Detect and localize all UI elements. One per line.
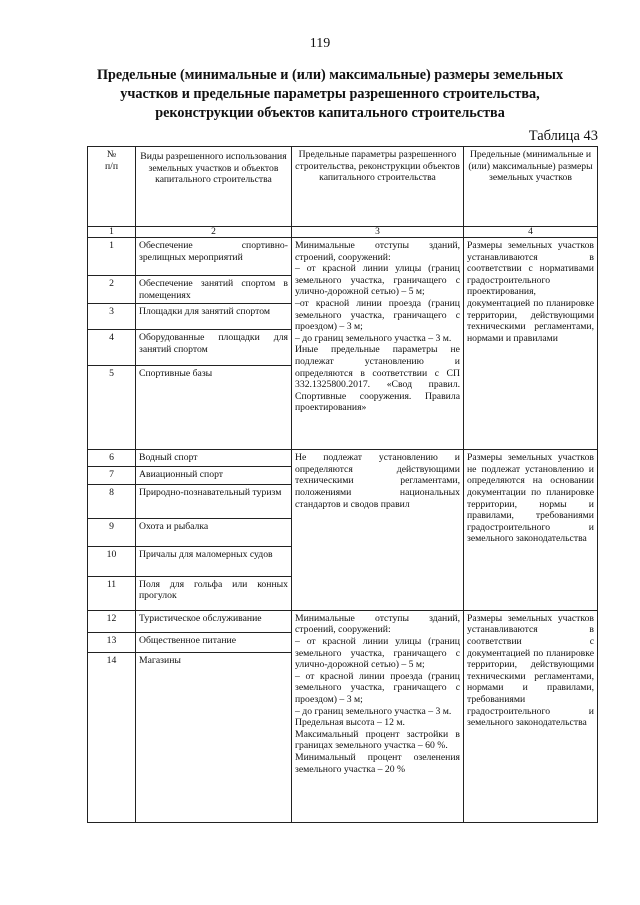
row-number: 2 — [88, 276, 136, 304]
header-number: № п/п — [88, 147, 136, 227]
row-number: 3 — [88, 304, 136, 330]
use-type-cell: Поля для гольфа или конных прогулок — [136, 576, 292, 610]
row-number: 4 — [88, 330, 136, 366]
construction-params-text: Не подлежат установлению и определяются действующими техническими регламентами, положениями национальных стандартов и сводов правил — [295, 452, 460, 510]
use-type-cell: Охота и рыбалка — [136, 518, 292, 546]
use-type-cell: Общественное питание — [136, 632, 292, 652]
row-number: 8 — [88, 484, 136, 518]
row-number: 7 — [88, 466, 136, 484]
use-type-cell: Магазины — [136, 652, 292, 822]
use-type-cell: Природно-познавательный туризм — [136, 484, 292, 518]
table-row — [88, 610, 598, 632]
use-type-cell: Спортивные базы — [136, 366, 292, 450]
use-type-cell: Оборудованные площадки для занятий спортом — [136, 330, 292, 366]
table-header-row — [88, 147, 598, 227]
plot-sizes-text: Размеры земельных участков устанавливаются в соответствии с нормативами градостроительного проектирования, документацией по планировке территории, действующими техническими регламентами, нормами и правилами — [467, 240, 594, 344]
table-row — [88, 450, 598, 467]
table-row — [88, 238, 598, 276]
header-use-type: Виды разрешенного использования земельных участков и объектов капитального строительства — [136, 147, 292, 227]
document-title — [60, 66, 600, 123]
row-number: 5 — [88, 366, 136, 450]
plot-sizes-cell — [464, 610, 598, 822]
use-type-cell: Обеспечение спортивно-зрелищных мероприятий — [136, 238, 292, 276]
column-index: 1 — [88, 227, 136, 238]
row-number: 1 — [88, 238, 136, 276]
header-plot-sizes: Предельные (минимальные и (или) максимальные) размеры земельных участков — [464, 147, 598, 227]
construction-params-text: Минимальные отступы зданий, строений, сооружений: – от красной линии улицы (границ земельного участка, граничащего с улично-дорожной сетью) – 5 м; –от красной линии проезда (границ земельного участка, граничащего с проездом) – 3 м; – до границ земельного участка – 3 м. Иные предельные параметры не подлежат установлению и определяются в соответствии с СП 332.1325800.2017. «Свод правил. Спортивные сооружения. Правила проектирования» — [295, 240, 460, 414]
title-line-1: Предельные (минимальные и (или) максимальные) размеры земельных — [96, 67, 564, 83]
column-index: 3 — [292, 227, 464, 238]
row-number: 11 — [88, 576, 136, 610]
column-index-row — [88, 227, 598, 238]
plot-sizes-text: Размеры земельных участков устанавливаются в соответствии с документацией по планировке территории, действующими техническими регламентами, нормами и правилами, требованиями градостроительного и земельного законодательства — [467, 612, 594, 729]
construction-params-cell — [292, 450, 464, 611]
plot-sizes-cell — [464, 238, 598, 450]
column-index: 2 — [136, 227, 292, 238]
row-number: 6 — [88, 450, 136, 467]
plot-sizes-cell — [464, 450, 598, 611]
use-type-cell: Причалы для маломерных судов — [136, 546, 292, 576]
row-number: 9 — [88, 518, 136, 546]
title-line-3: реконструкции объектов капитального строительства — [155, 105, 505, 121]
construction-params-text: Минимальные отступы зданий, строений, сооружений: – от красной линии улицы (границ земельного участка, граничащего с улично-дорожной сетью) – 5 м; – от красной линии проезда (границ земельного участка, граничащего с проездом) – 3 м; – до границ земельного участка – 3 м. Предельная высота – 12 м. Максимальный процент застройки в границах земельного участка – 60 %. Минимальный процент озеленения земельного участка – 20 % — [295, 612, 460, 775]
row-number: 12 — [88, 610, 136, 632]
row-number: 13 — [88, 632, 136, 652]
regulations-table — [87, 146, 598, 823]
use-type-cell: Авиационный спорт — [136, 466, 292, 484]
use-type-cell: Площадки для занятий спортом — [136, 304, 292, 330]
header-construction-params: Предельные параметры разрешенного строительства, реконструкции объектов капитального строительства — [292, 147, 464, 227]
construction-params-cell — [292, 610, 464, 822]
column-index: 4 — [464, 227, 598, 238]
use-type-cell: Обеспечение занятий спортом в помещениях — [136, 276, 292, 304]
table-label: Таблица 43 — [528, 128, 598, 144]
title-line-2: участков и предельные параметры разрешенного строительства, — [120, 86, 540, 102]
plot-sizes-text: Размеры земельных участков не подлежат установлению и определяются на основании документации по планировке территории, нормы и правилами, требованиями градостроительного и земельного законодательства — [467, 452, 594, 545]
row-number: 14 — [88, 652, 136, 822]
use-type-cell: Туристическое обслуживание — [136, 610, 292, 632]
page-number: 119 — [309, 36, 331, 51]
row-number: 10 — [88, 546, 136, 576]
use-type-cell: Водный спорт — [136, 450, 292, 467]
construction-params-cell — [292, 238, 464, 450]
